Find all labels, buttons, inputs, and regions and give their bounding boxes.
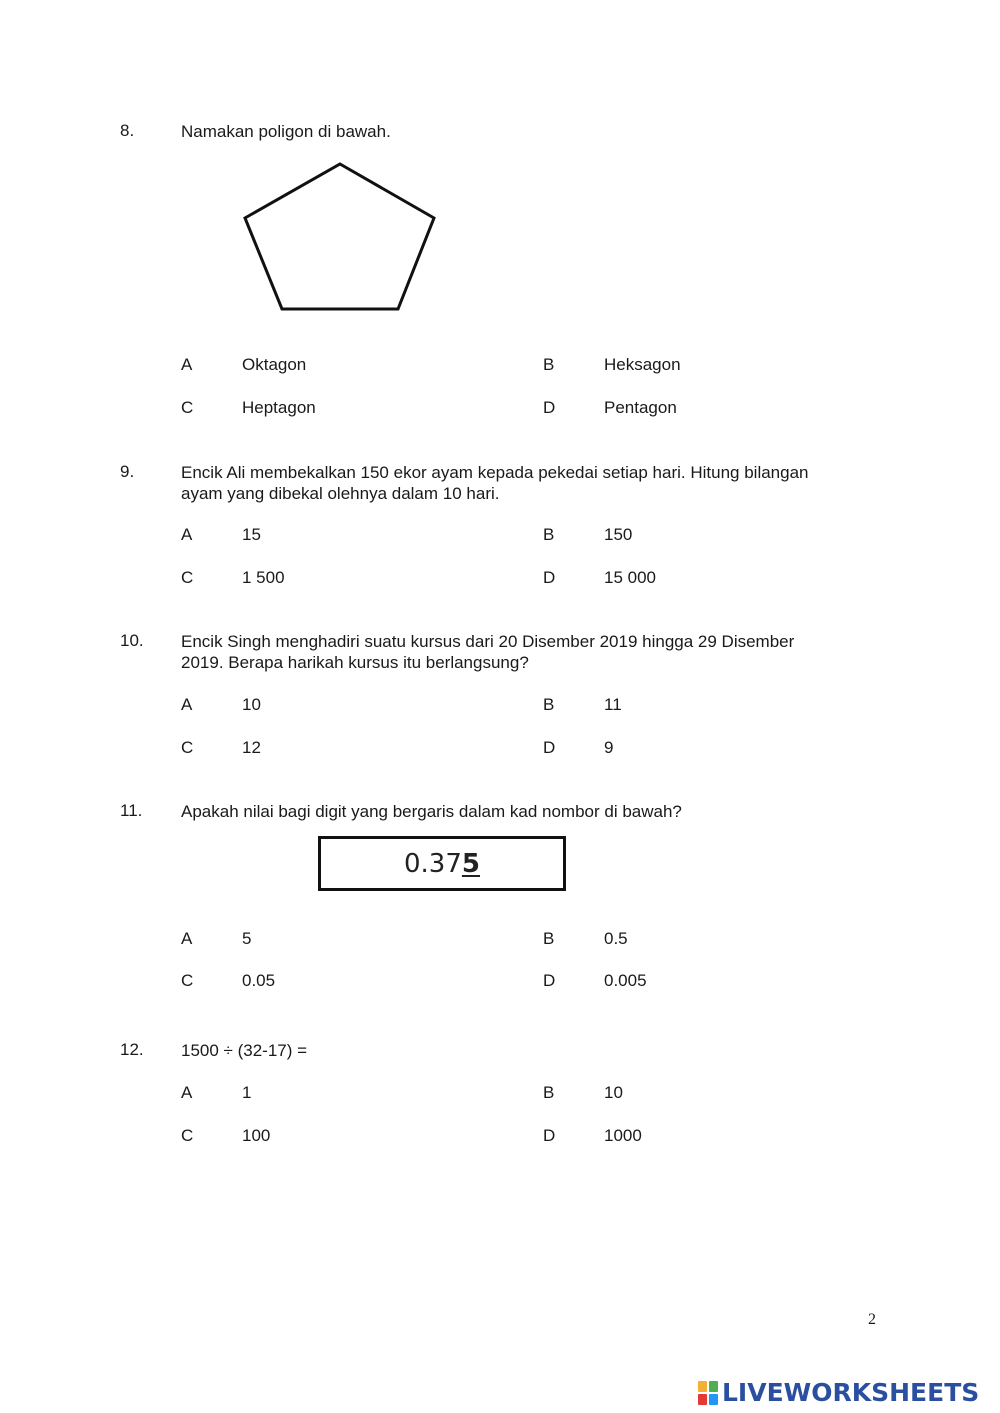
q9-option-a-letter[interactable]: A [181,525,193,544]
q11-option-a-letter[interactable]: A [181,929,193,948]
pentagon-figure [240,160,440,314]
q11-option-b-value[interactable]: 0.5 [604,929,628,948]
q10-option-c-letter[interactable]: C [181,738,194,757]
q10-option-d-letter[interactable]: D [543,738,556,757]
q9-option-a-value[interactable]: 15 [242,525,261,544]
q12-option-d-value[interactable]: 1000 [604,1126,642,1145]
q8-option-a-letter[interactable]: A [181,355,193,374]
q11-option-d-letter[interactable]: D [543,971,556,990]
q8-option-c-letter[interactable]: C [181,398,194,417]
question-11-text: Apakah nilai bagi digit yang bergaris dalam kad nombor di bawah? [181,802,682,821]
q12-option-b-value[interactable]: 10 [604,1083,623,1102]
question-12-number: 12. [120,1040,144,1059]
q10-option-b-value[interactable]: 11 [604,695,622,714]
question-12-text: 1500 ÷ (32-17) = [181,1041,308,1060]
number-card [318,836,566,891]
q11-option-d-value[interactable]: 0.005 [604,971,647,990]
question-8-text: Namakan poligon di bawah. [181,122,391,141]
q8-option-a-value[interactable]: Oktagon [242,355,307,374]
q8-option-b-letter[interactable]: B [543,355,555,374]
question-8-number: 8. [120,121,135,140]
q9-option-c-letter[interactable]: C [181,568,194,587]
q9-option-d-letter[interactable]: D [543,568,556,587]
q8-option-d-letter[interactable]: D [543,398,556,417]
q11-option-c-letter[interactable]: C [181,971,194,990]
q12-option-b-letter[interactable]: B [543,1083,555,1102]
number-card-prefix: 0.37 [404,848,462,879]
q8-option-c-value[interactable]: Heptagon [242,398,316,417]
logo-grid-icon [698,1381,718,1405]
q8-option-d-value[interactable]: Pentagon [604,398,677,417]
question-9-text-line1: Encik Ali membekalkan 150 ekor ayam kepada pekedai setiap hari. Hitung bilangan [181,463,809,482]
question-10-number: 10. [120,631,144,650]
q9-option-c-value[interactable]: 1 500 [242,568,285,587]
q12-option-a-letter[interactable]: A [181,1083,193,1102]
q9-option-b-value[interactable]: 150 [604,525,633,544]
q10-option-a-letter[interactable]: A [181,695,193,714]
q10-option-a-value[interactable]: 10 [242,695,261,714]
q12-option-c-value[interactable]: 100 [242,1126,271,1145]
liveworksheets-logo[interactable] [698,1378,979,1407]
q9-option-d-value[interactable]: 15 000 [604,568,656,587]
question-9-text-line2: ayam yang dibekal olehnya dalam 10 hari. [181,484,500,503]
q12-option-a-value[interactable]: 1 [242,1083,252,1102]
question-11-number: 11. [120,801,143,820]
question-9-number: 9. [120,462,135,481]
question-10-text-line1: Encik Singh menghadiri suatu kursus dari 20 Disember 2019 hingga 29 Disember [181,632,795,651]
q10-option-d-value[interactable]: 9 [604,738,614,757]
q10-option-b-letter[interactable]: B [543,695,555,714]
q12-option-d-letter[interactable]: D [543,1126,556,1145]
page-number: 2 [868,1311,876,1328]
q10-option-c-value[interactable]: 12 [242,738,261,757]
q11-option-a-value[interactable]: 5 [242,929,252,948]
logo-text: LIVEWORKSHEETS [722,1378,980,1407]
q12-option-c-letter[interactable]: C [181,1126,194,1145]
number-card-underlined-digit: 5 [461,848,480,879]
question-10-text-line2: 2019. Berapa harikah kursus itu berlangsung? [181,653,529,672]
q11-option-c-value[interactable]: 0.05 [242,971,276,990]
q8-option-b-value[interactable]: Heksagon [604,355,681,374]
q9-option-b-letter[interactable]: B [543,525,555,544]
q11-option-b-letter[interactable]: B [543,929,555,948]
